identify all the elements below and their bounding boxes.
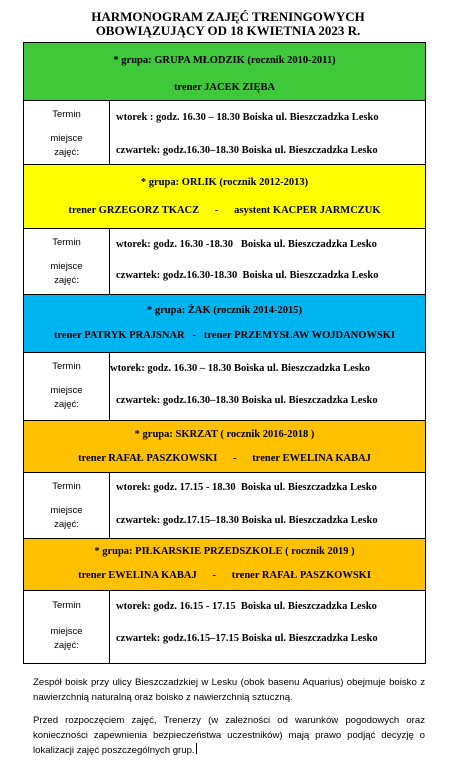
schedule-label: Termin miejsce zajęć: [24,591,110,663]
trainer-line: trener EWELINA KABAJ - trener RAFAŁ PASZKOWSKI [78,570,371,581]
page-title-line1: HARMONOGRAM ZAJĘĆ TRENINGOWYCH [91,9,365,24]
group-name: * grupa: PIŁKARSKIE PRZEDSZKOLE ( rocznik 2019 ) [94,546,355,557]
schedule-row-thursday: czwartek: godz.16.30–18.30 Boiska ul. Bieszczadzka Lesko [116,395,378,406]
schedule-zak [23,352,426,420]
schedule-row-tuesday: wtorek : godz. 16.30 – 18.30 Boiska ul. Bieszczadzka Lesko [116,112,379,123]
schedule-row-thursday: czwartek: godz.16.15–17.15 Boiska ul. Bieszczadzka Lesko [116,633,378,644]
schedule-przedszkole [23,590,426,664]
schedule-label: Termin miejsce zajęć: [24,473,110,538]
schedule-row-thursday: czwartek: godz.17.15–18.30 Boiska ul. Bieszczadzka Lesko [116,515,378,526]
group-name: * grupa: ŻAK (rocznik 2014-2015) [147,305,302,316]
schedule-row-tuesday: wtorek: godz. 16.30 -18.30 Boiska ul. Bieszczadzka Lesko [116,239,377,250]
schedule-row-thursday: czwartek: godz.16.30–18.30 Boiska ul. Bieszczadzka Lesko [116,145,378,156]
trainer-line: trener PATRYK PRAJSNAR - trener PRZEMYSŁAW WOJDANOWSKI [53,330,396,341]
group-header-skrzat [23,420,426,472]
group-header-orlik [23,164,426,228]
trainer-line: trener JACEK ZIĘBA [173,82,276,93]
schedule-label: Termin miejsce zajęć: [24,101,110,164]
group-header-zak [23,294,426,352]
schedule-mlodzik [23,100,426,164]
group-name: * grupa: SKRZAT ( rocznik 2016-2018 ) [134,429,315,440]
footer-paragraph-fields: Zespół boisk przy ulicy Bieszczadzkiej w Lesku (obok basenu Aquarius) obejmuje boisko z nawierzchnią naturalną oraz boisko z nawierzchnią sztuczną. [33,677,425,703]
group-header-przedszkole [23,538,426,590]
trainer-line: trener GRZEGORZ TKACZ - asystent KACPER JARMCZUK [68,205,381,216]
schedule-row-thursday: czwartek: godz.16.30-18.30 Boiska ul. Bieszczadzka Lesko [116,270,379,281]
schedule-row-tuesday: wtorek: godz. 16.15 - 17.15 Boiska ul. Bieszczadzka Lesko [116,601,377,612]
page-title-line2: OBOWIĄZUJĄCY OD 18 KWIETNIA 2023 R. [95,23,361,38]
schedule-skrzat [23,472,426,538]
group-name: * grupa: ORLIK (rocznik 2012-2013) [140,177,309,188]
schedule-row-tuesday: wtorek: godz. 16.30 – 18.30 Boiska ul. Bieszczadzka Lesko [110,363,370,374]
schedule-label: Termin miejsce zajęć: [24,353,110,420]
schedule-row-tuesday: wtorek: godz. 17.15 - 18.30 Boiska ul. Bieszczadzka Lesko [116,482,377,493]
schedule-label: Termin miejsce zajęć: [24,229,110,294]
text-cursor [196,743,197,754]
trainer-line: trener RAFAŁ PASZKOWSKI - trener EWELINA KABAJ [78,453,371,464]
group-name: * grupa: GRUPA MŁODZIK (rocznik 2010-2011) [113,55,336,66]
group-header-mlodzik [23,42,426,100]
schedule-orlik [23,228,426,294]
footer-paragraph-decision: Przed rozpoczęciem zajęć, Trenerzy (w zależności od warunków pogodowych oraz konieczności zapewnienia bezpieczeństwa uczestników) mają prawo podjąć decyzję o lokalizacji zajęć poszczególnych grup. [33,715,425,756]
